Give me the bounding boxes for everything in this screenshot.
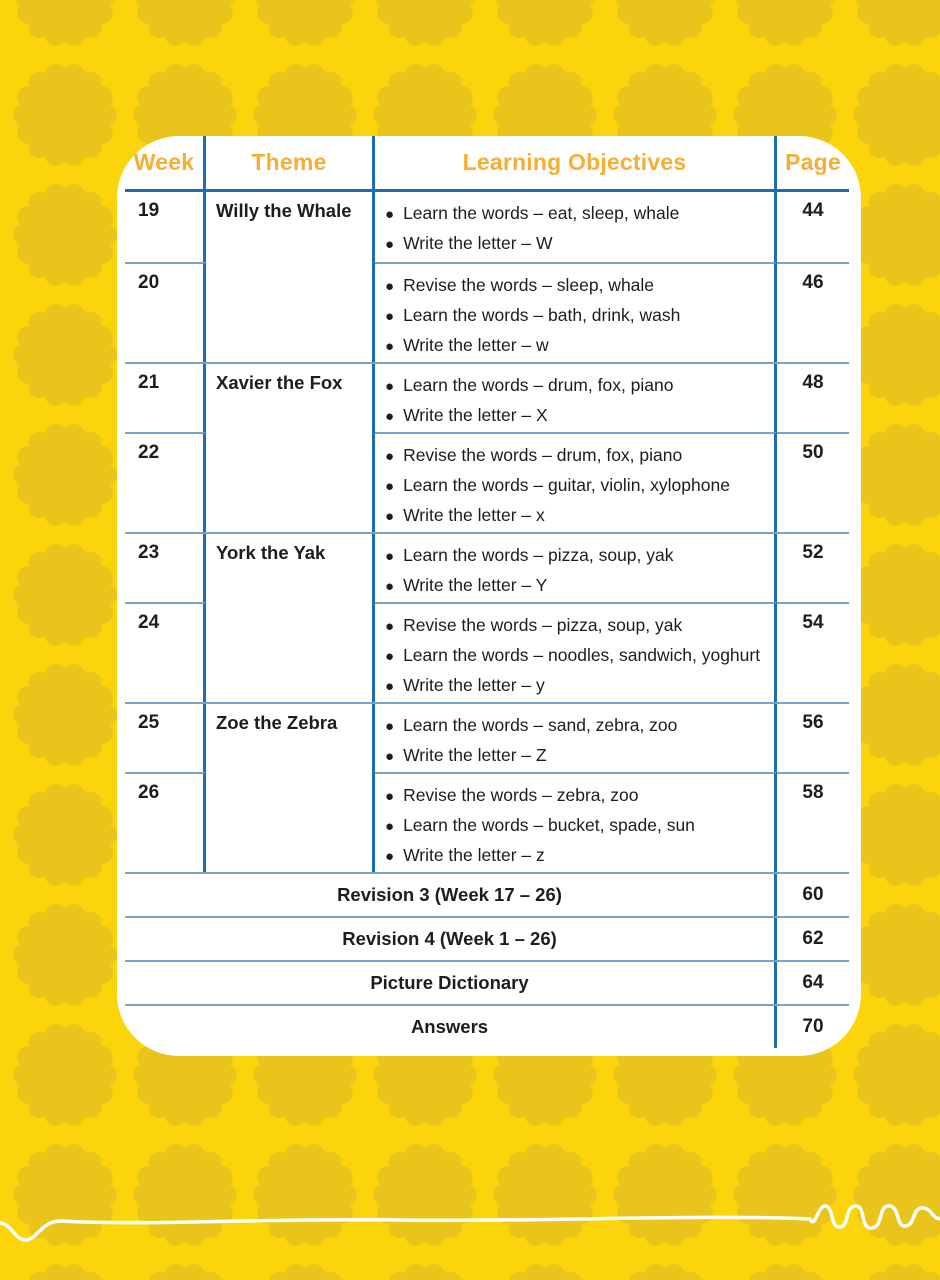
objective-item: ● Learn the words – bucket, spade, sun xyxy=(385,811,774,841)
bullet-icon: ● xyxy=(385,818,395,835)
page-number: 46 xyxy=(802,272,824,293)
theme-name: Zoe the Zebra xyxy=(216,712,338,733)
objective-item: ● Learn the words – noodles, sandwich, yoghurt xyxy=(385,641,774,671)
week-cell xyxy=(125,262,206,362)
objective-item: ● Learn the words – sand, zebra, zoo xyxy=(385,711,774,741)
theme-group xyxy=(125,192,849,362)
objective-item: ● Write the letter – x xyxy=(385,501,774,531)
week-number: 21 xyxy=(138,372,160,393)
theme-name: Willy the Whale xyxy=(216,200,352,221)
week-number: 23 xyxy=(138,542,160,563)
theme-group xyxy=(125,702,849,872)
objective-item: ● Write the letter – w xyxy=(385,331,774,361)
header-page: Page xyxy=(785,149,841,175)
week-number: 22 xyxy=(138,442,160,463)
bullet-icon: ● xyxy=(385,448,395,465)
page-cell xyxy=(777,534,849,602)
objective-item: ● Write the letter – z xyxy=(385,841,774,871)
objective-item: ● Revise the words – zebra, zoo xyxy=(385,781,774,811)
bullet-icon: ● xyxy=(385,718,395,735)
theme-cell xyxy=(206,534,375,702)
contents-table xyxy=(125,136,849,1048)
page-number: 44 xyxy=(802,200,824,221)
week-cell xyxy=(125,772,206,872)
theme-cell xyxy=(206,364,375,532)
bullet-icon: ● xyxy=(385,508,395,525)
bullet-icon: ● xyxy=(385,648,395,665)
week-cell xyxy=(125,602,206,702)
footer-row-revision-4 xyxy=(125,916,849,960)
page-number: 48 xyxy=(802,372,824,393)
objectives-cell xyxy=(375,602,777,702)
objective-item: ● Learn the words – drum, fox, piano xyxy=(385,371,774,401)
objective-item: ● Write the letter – W xyxy=(385,229,774,259)
footer-row-revision-3 xyxy=(125,872,849,916)
footer-row-answers xyxy=(125,1004,849,1048)
bullet-icon: ● xyxy=(385,748,395,765)
week-number: 19 xyxy=(138,200,160,221)
week-number: 25 xyxy=(138,712,160,733)
bullet-icon: ● xyxy=(385,308,395,325)
page-number: 70 xyxy=(802,1016,824,1037)
bullet-icon: ● xyxy=(385,848,395,865)
objectives-cell xyxy=(375,192,777,262)
objective-item: ● Learn the words – pizza, soup, yak xyxy=(385,541,774,571)
bullet-icon: ● xyxy=(385,378,395,395)
contents-card xyxy=(117,136,861,1056)
objectives-cell xyxy=(375,534,777,602)
page-cell xyxy=(777,432,849,532)
theme-group xyxy=(125,362,849,532)
theme-cell xyxy=(206,704,375,872)
bullet-icon: ● xyxy=(385,578,395,595)
week-cell xyxy=(125,704,206,772)
page-number: 58 xyxy=(802,782,824,803)
objectives-cell xyxy=(375,704,777,772)
page-cell xyxy=(777,772,849,872)
week-cell xyxy=(125,432,206,532)
bullet-icon: ● xyxy=(385,408,395,425)
page-cell xyxy=(777,364,849,432)
objective-item: ● Write the letter – X xyxy=(385,401,774,431)
footer-label: Answers xyxy=(125,1006,777,1048)
objective-item: ● Learn the words – bath, drink, wash xyxy=(385,301,774,331)
page-cell xyxy=(777,704,849,772)
objectives-cell xyxy=(375,432,777,532)
bullet-icon: ● xyxy=(385,338,395,355)
week-cell xyxy=(125,192,206,262)
objective-item: ● Write the letter – Z xyxy=(385,741,774,771)
page-cell xyxy=(777,192,849,262)
page-number: 54 xyxy=(802,612,824,633)
bullet-icon: ● xyxy=(385,548,395,565)
header-theme: Theme xyxy=(206,136,375,189)
week-number: 26 xyxy=(138,782,160,803)
page-number: 62 xyxy=(802,928,824,949)
page-number: 64 xyxy=(802,972,824,993)
objective-item: ● Write the letter – Y xyxy=(385,571,774,601)
week-cell xyxy=(125,364,206,432)
week-number: 24 xyxy=(138,612,160,633)
footer-label: Revision 4 (Week 1 – 26) xyxy=(125,918,777,960)
objectives-cell xyxy=(375,772,777,872)
theme-cell xyxy=(206,192,375,362)
page-number: 52 xyxy=(802,542,824,563)
bullet-icon: ● xyxy=(385,788,395,805)
page-cell xyxy=(777,602,849,702)
objective-item: ● Write the letter – y xyxy=(385,671,774,701)
theme-name: York the Yak xyxy=(216,542,326,563)
objective-item: ● Learn the words – guitar, violin, xylophone xyxy=(385,471,774,501)
page-number: 60 xyxy=(802,884,824,905)
header-objectives: Learning Objectives xyxy=(375,136,777,189)
header-week: Week xyxy=(125,136,206,189)
table-header-row xyxy=(125,136,849,192)
objective-item: ● Revise the words – drum, fox, piano xyxy=(385,441,774,471)
footer-row-picture-dictionary xyxy=(125,960,849,1004)
bullet-icon: ● xyxy=(385,206,395,223)
objectives-cell xyxy=(375,364,777,432)
objective-item: ● Learn the words – eat, sleep, whale xyxy=(385,199,774,229)
theme-name: Xavier the Fox xyxy=(216,372,343,393)
theme-group xyxy=(125,532,849,702)
bullet-icon: ● xyxy=(385,236,395,253)
bullet-icon: ● xyxy=(385,678,395,695)
week-cell xyxy=(125,534,206,602)
objective-item: ● Revise the words – sleep, whale xyxy=(385,271,774,301)
bullet-icon: ● xyxy=(385,278,395,295)
bullet-icon: ● xyxy=(385,618,395,635)
objectives-cell xyxy=(375,262,777,362)
objective-item: ● Revise the words – pizza, soup, yak xyxy=(385,611,774,641)
week-number: 20 xyxy=(138,272,160,293)
footer-label: Revision 3 (Week 17 – 26) xyxy=(125,874,777,916)
page-cell xyxy=(777,262,849,362)
page-number: 50 xyxy=(802,442,824,463)
bullet-icon: ● xyxy=(385,478,395,495)
page-number: 56 xyxy=(802,712,824,733)
footer-label: Picture Dictionary xyxy=(125,962,777,1004)
